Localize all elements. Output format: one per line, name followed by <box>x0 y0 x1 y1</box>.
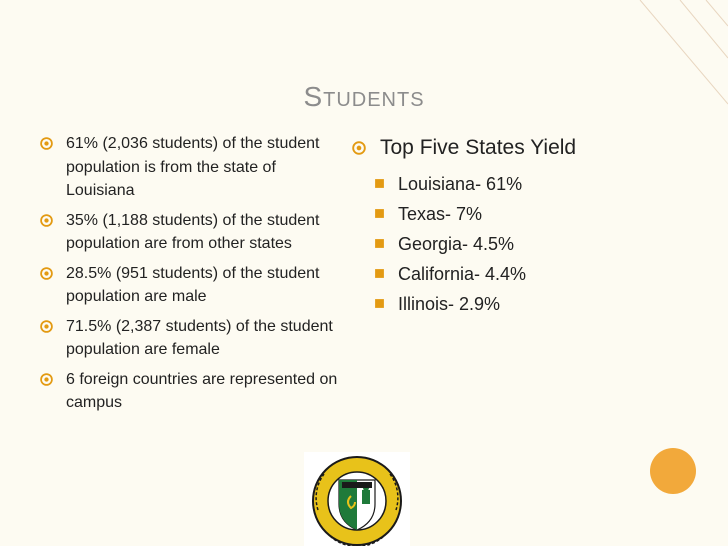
square-bullet-icon <box>374 178 385 189</box>
ornament-bullet-icon <box>352 141 366 155</box>
list-item-text: Illinois- 2.9% <box>398 294 501 314</box>
list-item <box>40 368 340 415</box>
square-bullet-icon <box>374 208 385 219</box>
left-bullet-list <box>40 132 340 421</box>
list-item <box>372 262 672 286</box>
list-heading-text: Top Five States Yield <box>380 136 577 159</box>
list-item <box>40 315 340 362</box>
list-item <box>40 262 340 309</box>
square-bullet-icon <box>374 268 385 279</box>
ornament-bullet-icon <box>40 214 53 227</box>
list-item <box>40 132 340 203</box>
square-bullet-icon <box>374 298 385 309</box>
list-item <box>372 232 672 256</box>
ornament-bullet-icon <box>40 373 53 386</box>
list-item-text: Georgia- 4.5% <box>398 234 515 254</box>
list-item <box>372 292 672 316</box>
list-item <box>372 202 672 226</box>
ornament-bullet-icon <box>40 137 53 150</box>
ornament-bullet-icon <box>40 320 53 333</box>
list-item-text: 28.5% (951 students) of the student population are male <box>66 264 320 305</box>
states-list <box>372 172 672 316</box>
list-item-text: 6 foreign countries are represented on campus <box>66 370 338 411</box>
list-item-text: California- 4.4% <box>398 264 527 284</box>
slide-title: Students <box>303 81 425 112</box>
list-item <box>40 209 340 256</box>
list-item-text: 35% (1,188 students) of the student population are from other states <box>66 211 320 252</box>
decorative-orange-circle <box>650 448 696 494</box>
list-heading <box>352 134 672 162</box>
list-item-text: 61% (2,036 students) of the student population is from the state of Louisiana <box>66 135 320 199</box>
list-item-text: Texas- 7% <box>398 204 483 224</box>
list-item-text: 71.5% (2,387 students) of the student population are female <box>66 317 333 358</box>
right-bullet-list <box>352 134 672 322</box>
square-bullet-icon <box>374 238 385 249</box>
ornament-bullet-icon <box>40 267 53 280</box>
list-item <box>372 172 672 196</box>
list-item-text: Louisiana- 61% <box>398 174 523 194</box>
university-seal-logo <box>304 452 410 546</box>
